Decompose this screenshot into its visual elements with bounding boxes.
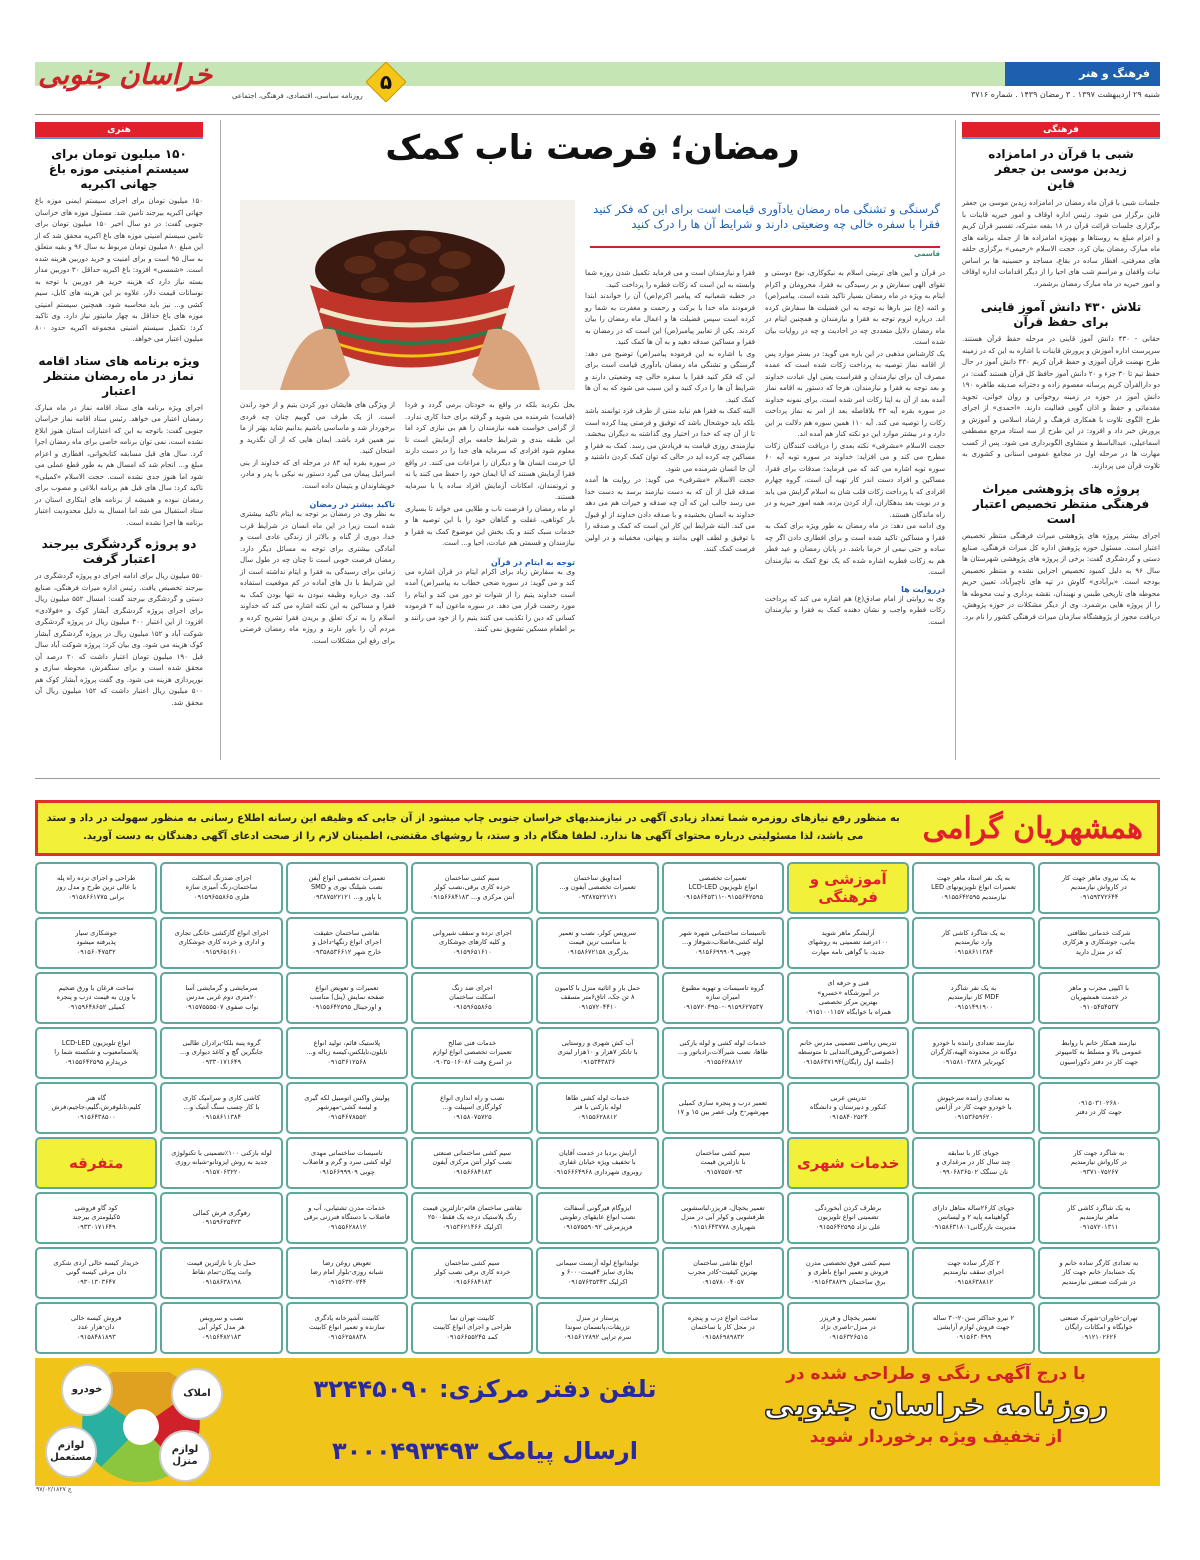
page-number: ۵ xyxy=(379,70,393,94)
classified-ad: پولیش واکس اتومبیل لکه گیری و لیسه کشی-مهرشهر ۰۹۱۵۴۶۷۸۵۵۲ xyxy=(286,1082,408,1134)
classified-ad: به یک نفر شاگرد MDF کار نیازمندیم ۰۹۱۵۱۴۹۱۹۰۰ xyxy=(912,972,1034,1024)
classified-ad: سیم کشی ساختمان خرده کاری برقی نصب کولر ۰۹۱۵۶۶۸۴۱۸۳ xyxy=(411,1247,533,1299)
classified-ad: با اکیپی مجرب و ماهر در خدمت همشهریان ۰۹۱۰۵۴۵۴۵۳۷ xyxy=(1038,972,1160,1024)
classified-ad: سیم کشی ساختمان با نازلترین قیمت ۰۹۱۵۷۵۵۷۰۹۳ xyxy=(662,1137,784,1189)
classified-ad: کابینت تهران نما طراحی و اجرای انواع کابینت کمد ۰۹۱۵۶۶۵۵۲۴۵ xyxy=(411,1302,533,1354)
classified-ad: ۲ کارگر ساده جهت اجرای سقف نیازمندیم ۰۹۱۵۸۶۳۸۸۱۲ xyxy=(912,1247,1034,1299)
classified-ad: جویای کار با سابقه چند سال کار در مرغداری و نان سنگک ۰۹۹۰۶۸۳۶۵۰۲ xyxy=(912,1137,1034,1189)
article-body: ۱۵۰ میلیون تومان برای اجرای سیستم ایمنی موزه باغ جهانی اکبریه بیرجند تامین شد. مسئول موزه های خراسان جنوبی گفت: در دو سال اخیر ۱۵۰ میلیون تومان برای تامین سیستم امنیتی موزه های باغ اکبریه محقق شد که از این مبلغ ۸۰ میلیون تومان مربوط به سال ۹۶ و بقیه متعلق به سال ۹۵ است و برای امنیت و خرید دوربین هزینه شده است. «شمسی» افزود: باغ اکبریه حداقل ۳۰ دوربین مدار بسته نیاز دارد که هزینه خرید هر دوربین با توجه به نوسانات قیمت دلار، علاوه بر این هزینه های کابل، سیم کشی و... نیز باید محاسبه شود. همچنین سیستم امنیتی موزه های باغ حداقل به چهار مانیتور نیاز دارد. وی تاکید کرد: تکمیل سیستم امنیتی مجموعه اکبریه حدود ۸۰۰ میلیون اعتبار می خواهد. xyxy=(35,197,204,343)
subhead-rule xyxy=(590,246,940,248)
column-label: هنری xyxy=(35,122,203,139)
classified-ad: به تعدادی کارگر ساده خانم و یک حسابدار خانم جهت کار در شرکت صنعتی نیازمندیم xyxy=(1038,1247,1160,1299)
classified-ad: اجرای ضدزنگ اسکلت ساختمان،رنگ آمیزی سازه فلزی ۰۹۱۵۹۶۵۵۸۶۵ xyxy=(160,862,282,914)
classified-ad: سیم کشی فوق تخصصی مدرن فروش و تعمیر انواع باطری و برق ساختمان ۰۹۱۵۶۳۸۸۲۹ xyxy=(787,1247,909,1299)
article-column xyxy=(405,400,575,636)
paragraph: در خطبه شعبانیه که پیامبر اکرم(ص) آن را خواندند ابتدا فرمودند ماه خدا با برکت و رحمت و مغفرت به شما رو کرده است سپس فضیلت ها و اعمال ماه رمضان را بیان کردند. یکی از تعابیر پیامبر(ص) این است که در رمضان به فقرا و مساکین صدقه دهید و به آن ها کمک کنید. xyxy=(585,292,755,346)
classified-ad: برطرف کردن آبخوردگی تضمینی انواع تلویزیون علی نژاد ۰۹۱۵۵۶۴۲۵۹۵ xyxy=(787,1192,909,1244)
classified-ad: حمل بار و اثاثیه منزل با کامیون ۸ تن جک، اتاق۶متر مسقف ۰۹۱۵۷۲۰۴۴۱۰ xyxy=(536,972,658,1024)
classified-ad: طراحی و اجرای نرده راه پله با عالی ترین طرح و مدل روز برانی ۰۹۱۵۸۶۶۱۷۷۵ xyxy=(35,862,157,914)
classified-ad: ساخت انواع درب و پنجره در محل کار یا ساختمان ۰۹۱۵۸۶۹۸۹۸۳۲ xyxy=(662,1302,784,1354)
ad-category: خودرو xyxy=(61,1364,113,1416)
classified-ad: تهران-خاوران-شهرک صنعتی خوابگاه و امکانات رایگان ۰۹۱۲۱۰۲۶۲۶ xyxy=(1038,1302,1160,1354)
article-body: جلسات شبی با قرآن ماه رمضان در امامزاده زیدبن موسی بن جعفر قاین برگزار می شود. رئیس اداره اوقاف و امور خیریه قاینات با برگزاری جلسات قرائت قرآن در ۱۸ بقعه متبرکه، تفسیر قرآن کریم و اعزام مبلغ به روستاها و بهویژه امامزاده ها از جمله برنامه های ماه مبارک رمضان بیان کرد. حجت الاسلام «رحیمی» برگزاری حلقه های معرفتی، افطار ساده در بقاع، مساجد و حسینیه ها بر اساس نیات واقفان و مراسم شب های احیا را از دیگر اقدامات اداره اوقاف و امور خیریه در ماه مبارک رمضان برشمرد. xyxy=(962,199,1160,288)
classified-ad: تاسیسات ساختمانی مهدی لوله کشی سرد و گرم و فاضلاب چوبی ۰۹۱۵۶۶۹۹۹۰۹ xyxy=(286,1137,408,1189)
article-title: ویژه برنامه های ستاد اقامه نماز در ماه رمضان منتظر اعتبار xyxy=(38,353,200,398)
classified-ad: ۰۹۱۵۰۳۱۰۲۶۸۰ جهت کار در دفتر xyxy=(1038,1082,1160,1134)
classified-ad: نیازمند تعدادی راننده با خودرو دوگانه در محدوده الهیه،کارگران کویرتایر ۰۹۱۵۸۱۰۳۸۲۸ xyxy=(912,1027,1034,1079)
classified-ad: جویای کار۲۶ساله متاهل دارای گواهینامه پایه ۲ و لیسانس مدیریت بازرگانی۰۹۱۵۸۶۳۱۸۰۱ xyxy=(912,1192,1034,1244)
classified-ad: نقاشی ساختمان قائم-نازلترین قیمت رنگ پلاستیک درجه یک فقط۲۵۰۰ اکرلیک ۰۹۱۵۳۶۲۱۴۶۶ xyxy=(411,1192,533,1244)
classified-ad: سیم کشی ساختمانی صنعتی نصب کولر آنتن مرکزی آیفون ۰۹۱۵۶۶۸۴۱۸۳ xyxy=(411,1137,533,1189)
classified-ad: اجرای ضد زنگ اسکلت ساختمان ۰۹۱۵۹۶۵۵۸۶۵ xyxy=(411,972,533,1024)
classifieds-grid xyxy=(35,862,1160,1354)
ad-newspaper-name: روزنامه خراسان جنوبی xyxy=(763,1388,1109,1423)
ad-line: با درج آگهی رنگی و طراحی شده در xyxy=(786,1364,1086,1384)
classified-ad: نقاشی ساختمان حقیقت اجرای انواع رنگها-داخل و خارج شهر ۰۹۳۵۸۵۳۶۶۱۲ xyxy=(286,917,408,969)
classified-ad: کابینت آشپزخانه یادگری سازنده و تعمیر انواع کابینت ۰۹۱۵۶۲۵۸۸۳۸ xyxy=(286,1302,408,1354)
classified-ad: تعمیرات تخصصی انواع آیفن نصب شیلنگ نوری و SMD با پاور و... ۰۹۳۸۷۵۲۲۱۲۱ xyxy=(286,862,408,914)
classified-ad: تعمیرات تخصصی انواع تلویزیون LCD-LED ۰۹۱۵۸۶۴۵۳۱۱-۰۹۱۵۵۶۴۲۵۹۵ xyxy=(662,862,784,914)
classified-category: آموزشی و فرهنگی xyxy=(787,862,909,914)
section-subtitle: درروایت ها xyxy=(901,584,945,594)
classified-ad: سرمایشی و گرمایشی آسا ۲۰متری دوم غربی مدرس نواب صفوی ۰۹۱۵۷۵۵۵۵۰۷ xyxy=(160,972,282,1024)
paragraph: البته کمک به فقرا هم نباید منتی از طرف فرد توانمند باشد بلکه باید خوشحال باشد که توفیق و فرصتی پیدا کرده است تا از آن چه که خدا در اختیار وی گذاشته به دیگران ببخشد. نیازمندی روزی قیامت به فریادش می رسد. کمک به فقرا و مساکین چه کرده اید در حالی که توان کمک کردن داشتید و آن جا انسان شرمنده می شود. xyxy=(585,407,755,473)
classified-ad: گروه تاسیسات و تهویه مطبوع امیران سازه ۰۹۱۵۷۲۰۴۹۵۰-۰۹۱۵۹۶۲۷۵۳۷ xyxy=(662,972,784,1024)
paragraph: وی به سفارش زیاد برای اکرام ایتام در قرآن اشاره می کند و می گوید: در سوره ضحی خطاب به پیامبر(ص) آمده است خداوند یتیم را از شوات تو دور می کند و ایتام را مورد رحمت قرار می دهد. در سوره ماعون آیه ۲ فرموده کسانی که دین را تکذیب می کنند یتیم را از خود می رانند و بر اطعام مسکین تشویق نمی کنند. xyxy=(405,567,575,633)
classified-ad: به یک نیروی ماهر جهت کار در کارواش نیازمندیم ۰۹۱۵۹۳۷۲۶۴۴ xyxy=(1038,862,1160,914)
classified-ad: تولیدانواع لوله آزبست سیمانی بخاری سایز ۴قیمت۶۰۰۰ و اکرلیک ۰۹۱۵۷۶۳۵۳۴۳ xyxy=(536,1247,658,1299)
section-label: فرهنگ و هنر xyxy=(1005,62,1160,86)
ad-phone: تلفن دفتر مرکزی: ۳۲۴۴۵۰۹۰ xyxy=(313,1375,657,1403)
classified-ad: تعمیر درب و پنجره سازی کمیلی مهرشهر-خ ولی عصر بین ۱۵ و ۱۷ xyxy=(662,1082,784,1134)
classified-category: متفرقه xyxy=(35,1137,157,1189)
classified-ad: امداویق ساختمان تعمیرات تخصصی آیفون و... ۰۹۳۸۷۵۲۲۱۲۱ xyxy=(536,862,658,914)
ad-promo xyxy=(726,1364,1146,1447)
classified-ad: خدمات فنی صالح تعمیرات تخصصی انواع لوازم در اسرع وقت ۰۹۰۳۵۰۱۶۰۸۶ xyxy=(411,1027,533,1079)
classified-ad: آرایشگر ماهر شوید ۱۰۰درصد تضمینی به روشهای جدید، با گواهی نامه مهارت xyxy=(787,917,909,969)
classified-ad: اجرای انواع گازکشی خانگی تجاری و اداری و خرده کاری جوشکاری ۰۹۱۵۹۶۵۱۶۱۰ xyxy=(160,917,282,969)
classified-ad: شرکت خدماتی نظافتی بنایی، جوشکاری و هرکاری که در منزل دارید xyxy=(1038,917,1160,969)
classified-ad: گاه هنر کلیم،تابلوفرش،گلیم،جاجیم،فرش ۰۹۱۵۶۴۳۸۵۰۰ xyxy=(35,1082,157,1134)
classified-ad: حمل بار با نازلترین قیمت وانت پیکان-تمام نقاط ۰۹۱۵۸۶۳۸۱۹۸ xyxy=(160,1247,282,1299)
paragraph: از ویژگی های هایشان دور کردن یتیم و از خود راندن است. از یک طرف می گوییم چنان چه فردی برخوردار شد و ماساسی باشیم بدانیم شاید بهتر از ما نیز همین فرد باشد. ایمان هایی که از آن نگذرید و امتحان کنید. xyxy=(240,401,395,455)
page-number-badge xyxy=(366,62,406,102)
paragraph: فقرا و نیازمندان است و می فرماید تکمیل شدن روزه شما وابسته به این است که زکات فطره را پرداخت کنید. xyxy=(585,269,755,289)
paragraph: وی ادامه می دهد: در ماه رمضان به طور ویژه برای کمک به فقرا و مساکین تاکید شده است و برای افطاری دادن اگر چه ساده و حتی نیمی از خرما باشد. در پایان رمضان و عید فطر هم به زکات فطریه اشاره شده که یک نوع کمک به نیازمندان است. xyxy=(765,522,945,576)
paragraph: وی با اشاره به این فرموده پیامبر(ص) توضیح می دهد: گرسنگی و تشنگی ماه رمضان یادآوری قیامت است برای این که فکر کنید فقرا با سفره خالی چه وضعیتی دارند و شرایط آن ها را درک کنید و این سبب می شود که به آن ها کمک کنید. xyxy=(585,349,755,404)
paragraph: وی به روایتی از امام صادق(ع) هم اشاره می کند که پرداخت زکات فطره واجب و نشان دهنده کمک به فقرا و نیازمندان است. xyxy=(765,594,945,626)
classified-ad: تعویض روغن رضا شبانه روزی-بلوار امام رضا ۰۹۱۵۶۳۲۰۲۴۴ xyxy=(286,1247,408,1299)
classified-ad: خدمات لوله کشی و لوله بازکنی طاها، نصب شیرآلات،رادیاتور و... ۰۹۱۵۵۶۲۸۸۱۲ xyxy=(662,1027,784,1079)
main-headline: رمضان؛ فرصت ناب کمک xyxy=(385,128,800,168)
classified-ad: انواع تلویزیون LCD-LED پلاسمامعیوب و شکسته شما را خریدارم ۰۹۱۵۵۶۴۲۵۹۵ xyxy=(35,1027,157,1079)
classified-ad: نصب و راه اندازی انواع کولرگازی اسپیلت و... ۰۹۱۵۸۰۷۵۷۲۵ xyxy=(411,1082,533,1134)
article-column xyxy=(240,400,395,647)
column-divider xyxy=(955,120,956,760)
classified-ad: پلاستیک قائم، تولید انواع نایلون،نایلکس،کیسه زباله و... ۰۹۱۵۳۶۱۲۵۶۸ xyxy=(286,1027,408,1079)
paragraph: در قرآن و آیین های تربیتی اسلام به نیکوکاری، نوع دوستی و تقوای الهی سفارش و بر رسیدگی به فقرا، محرومان و اکرام ایتام به ویژه در ماه رمضان بسیار تاکید شده است. پیامبر(ص) و ائمه (ع) نیز بارها به توجه به این فضیلت ها سفارش کرده اند. درباره لزوم توجه به فقرا و نیازمندان و همچنین ایتام در ماه رمضان دلایل متعددی چه در احادیث و چه در روایات بیان شده است. xyxy=(765,269,945,346)
header-rule xyxy=(35,114,1160,115)
classified-ad: ساخت فرغان با ورق ضخیم با وزن به قیمت درب و پنجره کمیلی ۰۹۱۵۹۶۴۸۶۵۲ xyxy=(35,972,157,1024)
classified-ad: تاسیسات ساختمانی شهره شهر لوله کشی،فاضلاب،شوفاژ و... چوبی ۰۹۱۵۶۶۹۹۹۰۹ xyxy=(662,917,784,969)
classified-ad: خدمات مدرن تشتیابی، آب و فاضلاب با دستگاه فنرزنی برقی ۰۹۱۵۵۶۲۸۸۱۲ xyxy=(286,1192,408,1244)
ad-line: از تخفیف ویژه برخوردار شوید xyxy=(809,1427,1063,1447)
ad-category: املاک xyxy=(171,1368,223,1420)
paragraph: بخل نکردید بلکه در واقع به خودتان برمی گردد و فردا (قیامت) شرمنده می شوید و گرفته برای خدا کاری ندارد. از گرامی خواست همه نیازمندان را هم بی نیازی کرد اما این طبقه بندی و شرایط جامعه برای آزمایش است تا معلوم شود افرادی که سرمایه های خدا را در دست دارند آیا حرمت انسان ها و دیگران را مراعات می کنند. در واقع فقرا آزمایش هستند که آیا ایمان خود را حفظ می کنند یا نه و ثروتمندان، امکانات آزمایش افراد ساده یا با سرمایه هستند. xyxy=(405,401,575,501)
article-title: ۱۵۰ میلیون تومان برای سیستم امنیتی موزه باغ جهانی اکبریه xyxy=(48,147,190,191)
column-divider xyxy=(220,120,221,760)
classified-ad: گروه پنبه بلکا-برادران طالبی جابگزین گچ و کاغذ دیواری و... ۰۹۳۳۰۱۷۱۶۴۹ xyxy=(160,1027,282,1079)
classified-ad: انواع نقاشی ساختمان بهترین کیفیت-کادر مجرب ۰۹۱۵۷۸۰۰۴۰۵۷ xyxy=(662,1247,784,1299)
classified-ad: به تعدادی راننده سرخپوش با خودرو جهت کار در آژانس ۰۹۱۵۳۶۵۹۶۲۰ xyxy=(912,1082,1034,1134)
classified-ad: رفوگری فرش کمالی ۰۹۱۵۹۶۲۵۴۲۳ xyxy=(160,1192,282,1244)
classified-ad: کود گاو فروشی ۵کیلومتری بیرجند ۰۹۳۳۰۱۷۱۶۴۹ xyxy=(35,1192,157,1244)
classified-ad: آب کش شهری و روستایی با تانکر ۷هزار و ۱۰هزار لیتری ۰۹۱۵۳۴۳۸۳۶ xyxy=(536,1027,658,1079)
paragraph: در سوره بقره آیه ۸۳ در مرحله ای که خداوند از بنی اسرائیل پیمان می گیرد دستور به نیکی با پدر و مادر، خویشاوندان و یتیمان داده است. xyxy=(240,458,396,490)
classified-ad: تعمیر یخچال، فریزر،لباسشویی ظرفشویی و کولر آبی در منزل شهریاری ۰۹۱۵۱۶۴۳۷۷۸ xyxy=(662,1192,784,1244)
classified-ad: به یک شاگرد کاشی کار وارد نیازمندیم ۰۹۱۵۸۶۱۱۳۸۴ xyxy=(912,917,1034,969)
column-label: فرهنگی xyxy=(962,122,1160,139)
bowl-of-dates-photo xyxy=(240,200,575,390)
section-divider xyxy=(35,778,1160,779)
classified-ad: به شاگرد جهت کار در کارواش نیازمندیم ۰۹۳۷۱۰۷۵۲۶۷ xyxy=(1038,1137,1160,1189)
paragraph: حجت الاسلام «مشرفی» می گوید: در روایت ها آمده صدقه قبل از آن که به دست نیازمند برسد به دست خدا می رسد جالب این که آن چه صدقه و خیرات هم می دهد خداوند به انسان بخشیده و با صدقه دادن خداوند از او قبول می کند. البته شرایط این کار این است که کمک و صدقه را با توفیق و لطف الهی بدانند و پنهانی، مخفیانه و در اولین فرصت کمک کنند. xyxy=(585,476,755,553)
classified-ad: فروش کیسه خالی دان-هزار عدد ۰۹۱۵۸۴۸۱۸۹۳ xyxy=(35,1302,157,1354)
classified-ad: پرستار در منزل تزریقات،پانسمان سوندا سرم تراپی ۰۹۱۵۶۱۲۸۹۲ xyxy=(536,1302,658,1354)
dateline: شنبه ۲۹ اردیبهشت ۱۳۹۷ . ۳ رمضان ۱۴۳۹ . شماره ۳۷۱۶ xyxy=(970,90,1160,99)
article-column xyxy=(585,268,755,556)
classified-ad: ایزوگام قیرگونی آسفالت نصب انواع عایقهای رطوبتی فریزمرغی ۰۹۱۵۷۵۵۹۰۹۲ xyxy=(536,1192,658,1244)
classified-ad: به یک نفر استاد ماهر جهت تعمیرات انواع تلویزیونهای LED نیازمندیم ۰۹۱۵۵۶۴۲۵۹۵ xyxy=(912,862,1034,914)
classified-ad: سیم کشی ساختمان خرده کاری برقی،نصب کولر آنتن مرکزی و... ۰۹۱۵۶۶۸۴۱۸۳ xyxy=(411,862,533,914)
section-subtitle: تاکید بیشتر در رمضان xyxy=(309,500,395,509)
article-title: شبی با قرآن در امامزاده زیدبن موسی بن جعفر قاین xyxy=(988,147,1134,191)
left-column xyxy=(35,122,203,709)
paragraph: یک کارشناس مذهبی در این باره می گوید: در بستر موارد پس از اقامه نماز توصیه به پرداخت زکات شده است که عمده مصرف آن برای نیازمندان و فقراست یعنی اول عبادت خداوند و بعد توجه به فقرا و نیازمندان. هرجا که دستور به اقامه نماز آمده بعد از آن به ایتا زکات امر شده است. برای نمونه خداوند در سوره بقره آیه ۴۳ بلافاصله بعد از امر به نماز پرداخت زکات را توصیه می کند. آیه ۱۱۰ همین سوره هم دلالت بر این دارد و در بیشتر موارد این دو نکته کنار هم آمده اند. xyxy=(765,349,946,438)
section-subtitle: توجه به ایتام در قرآن xyxy=(490,557,575,567)
right-column xyxy=(962,122,1160,623)
article-body: ۵۵۰ میلیون ریال برای ادامه اجرای دو پروژه گردشگری در بیرجند تخصیص یافت. رئیس اداره میراث فرهنگی، صنایع دستی و گردشگری بیرجند گفت: امسال ۵۵۲ میلیون ریال برای اجرای پروژه گردشگری آبشار کوک و «فولادی» افزود: از این اعتبار ۴۰۰ میلیون ریال در پروژه گردشگری شوکت آباد و ۱۵۲ میلیون ریال در پروژه گردشگری آبشار کوک هزینه می شود. وی بیان کرد: پروژه شوکت آباد سال قبل ۱۹۰ میلیون تومان اعتبار داشت که ۲۰ درصد آن محقق شده است و برای سنگفرش، محوطه سازی و نورپردازی هزینه می شود. وی گفت پروژه آبشار کوک هم ۵۰۰ میلیون ریال اعتبار داشت که ۱۵۲ میلیون ریال آن محقق شد. xyxy=(35,572,203,707)
newspaper-logo: خراسان جنوبی xyxy=(38,58,213,91)
article-body: حقانی - ۴۳۰ دانش آموز قاینی در مرحله حفظ قرآن هستند. سرپرست اداره آموزش و پرورش قاینات با اشاره به این که در زمینه طرح نهضت قرآن آموزی و حفظ قرآن کریم ۴۳۰ دانش آموز در حال حفظ تیم تا ۳۰ جزء و ۲۰ دانش آموز حافظ کل قرآن هستند گفت: در دو دارالقرآن کریم پرسانه معصوم زاده و دخترانه صدیقه طاهره ۱۹۰ دانش آموز در حوزه در زمینه روخوانی و روان خوانی، تجوید مقدماتی و حفظ و اذان گویی فعالیت دارند. «احمدی» از اجرای طرح الگوی تلاوت با همکاری فرهنگ و ارشاد اسلامی و آموزش و پرورش خبر داد و افزود: در این طرح از سه استاد مرجع مصطفی اسماعیلی، عبدالباسط و منشاوی الگوبرداری می شود. پس از کسب مهارت ها در مرحله اول در مجامع عمومی استانی و کشوری به تلاوت قرآن می پردازند. xyxy=(962,335,1160,470)
classified-ad: خدمات لوله کشی طاها لوله بازکنی با فنر ۰۹۱۵۵۶۲۸۸۱۲ xyxy=(536,1082,658,1134)
subheadline: گرسنگی و تشنگی ماه رمضان یادآوری قیامت است برای این که فکر کنید فقرا با سفره خالی چه وضعیتی دارند و شرایط آن ها را درک کنید xyxy=(593,202,940,231)
classified-ad: تعمیر یخچال و فریزر در منزل-ناصری نژاد ۰۹۱۵۶۳۲۶۵۱۵ xyxy=(787,1302,909,1354)
paragraph: به نظر وی در رمضان بر توجه به ایتام تاکید بیشتری شده است زیرا در این ماه انسان در شرایط قرب خدا، دوری از گناه و بالاتر از زندگی عادی است و آمادگی بیشتری برای توجه به مسائل دیگر دارد. رمضان فرصت خوبی است تا چنان چه در طول سال زمانی برای رسیدگی به فقرا و ایتام نداشته است از این شرایط با دل های آماده در کم موقعیت استفاده کند. وی درباره وظیفه نبودن به تنها بودن کمک به فقرا و مساکین به این نکته اشاره می کند که خداوند اسلام را به ترک تعلق و بریدن فقرا تشریح کرده و مردم آن را باور دارند و روزه ماه رمضان فرصتی برای رفع این مشکلات است. xyxy=(240,510,395,645)
classifieds-notice xyxy=(35,800,1160,856)
classified-ad: کاشی کاری و سرامیک کاری با کار چسب سنگ آنتیک و... ۰۹۱۵۸۶۱۱۳۸۴ xyxy=(160,1082,282,1134)
classified-ad: آرایش بردیا در خدمت آقایان با تخفیف ویژه خیابان غفاری روبروی شهرداری ۰۹۱۵۶۶۶۴۹۶۸ xyxy=(536,1137,658,1189)
classified-ad: ۲ نیرو حداکثر سن۲۰-۳۰ ساله جهت فروش لوازم آرایشی ۰۹۱۵۶۳۰۴۹۹ xyxy=(912,1302,1034,1354)
classified-ad: نصب و سرویس هر مدل کولر آبی ۰۹۱۵۶۴۸۲۱۸۳ xyxy=(160,1302,282,1354)
paragraph: او ماه رمضان را فرصت ناب و طلایی می خواند تا بسیاری بار کوتاهی، غفلت و گناهان خود را با این توصیه ها و خدمات سبک کنند و یک بخش این موضوع کمک به فقرا و نیازمندان و قسمتی هم عبادت، احیا و... است. xyxy=(405,504,575,547)
notice-text: به منظور رفع نیازهای روزمره شما تعداد زیادی آگهی در نیازمندیهای خراسان جنوبی چاپ میشود از آن جایی که وظیفه این رسانه اطلاع رسانی به منظور سهولت در داد و ستد می باشد، لذا مسئولیتی درباره محتوای آگهی ها ندارد. لطفا هنگام داد و ستد، با روشهای مقتضی، اطمینان لازم را از صحت ادعای آگهی دهندگان به دست آورید. xyxy=(46,813,900,842)
article-column xyxy=(765,268,945,628)
classified-ad: خریدار کیسه خالی آردی شکری دان مرغی کیسه گونی ۰۹۳۰۱۳۰۳۶۴۷ xyxy=(35,1247,157,1299)
ad-code: ۹۷/۰۲/۱۸۲۷ ج xyxy=(36,1486,72,1493)
ad-category-wheel xyxy=(41,1362,241,1482)
notice-title: همشهریان گرامی xyxy=(922,810,1143,846)
classified-ad: به یک شاگرد کاشی کار ماهر نیازمندیم ۰۹۱۵۷۲۰۱۳۱۱ xyxy=(1038,1192,1160,1244)
classified-ad: جوشکاری سیار پذیرفته میشود ۰۹۱۵۶۰۴۷۵۳۲ xyxy=(35,917,157,969)
ad-category: لوازم مستعمل xyxy=(45,1426,97,1478)
article-title: پروژه های پژوهشی میراث فرهنگی منتظر تخصیص اعتبار است xyxy=(972,482,1150,526)
article-title: تلاش ۴۳۰ دانش آموز قاینی برای حفظ قرآن xyxy=(980,300,1142,329)
classified-ad: تدریس عربی کنکور و دبیرستان و دانشگاه ۰۹۱۵۸۴۰۲۵۲۴ xyxy=(787,1082,909,1134)
advertisement-banner xyxy=(35,1358,1160,1486)
byline: قاسمی xyxy=(914,250,940,258)
classified-ad: لوله بازکنی ۱۰۰٪تضمینی با تکنولوژی جدید به روش ایزوتانو-شبانه روزی ۰۹۱۵۷۰۶۳۲۲۰ xyxy=(160,1137,282,1189)
classified-ad: تعمیرات و تعویض انواع صفحه نمایش (پنل) مناسب و اورجینال ۰۹۱۵۵۶۴۲۵۹۵ xyxy=(286,972,408,1024)
classified-ad: نیازمند همکار خانم با روابط عمومی بالا و مسلط به کامپیوتر جهت کار در دفتر دکوراسیون xyxy=(1038,1027,1160,1079)
ad-category: لوازم منزل xyxy=(159,1430,211,1482)
article-body: اجرای ویژه برنامه های ستاد اقامه نماز در ماه مبارک رمضان اعتبار می خواهد. رئیس ستاد اقامه نماز خراسان جنوبی گفت: باتوجه به این که اعتبارات استان هنوز ابلاغ نشده است، نمی توان برنامه خاصی برای ماه رمضان اجرا کرد. سال های قبل مسابقه کتابخوانی، افطاری و اعزام مبلغ و... انجام شد که امسال هم به طور قطع عملی می شود اما هنوز جدی نشده است. حجت الاسلام «کمیلی» تاکید کرد: سال های قبل هم برنامه ابلاغی و مصوب برای رمضان نبوده و همیشه از برنامه های ابتکاری استان در ستاد استفبال می شد اما امسال به دلیل محدودیت اعتبار برنامه ها اجرا نشده است. xyxy=(35,403,203,527)
classified-category: خدمات شهری xyxy=(787,1137,909,1189)
classified-ad: فنی و حرفه ای در آموزشگاه «خسرو» بهترین مرکز تخصصی همراه با خوابگاه ۰۹۱۵۱۰۰۱۱۵۷ xyxy=(787,972,909,1024)
article-title: دو پروژه گردشگری بیرجند اعتبار گرفت xyxy=(41,537,197,566)
ad-sms: ارسال پیامک ۳۰۰۰۴۹۳۴۹۳ xyxy=(332,1437,638,1465)
tagline: روزنامه سیاسی، اقتصادی، فرهنگی، اجتماعی xyxy=(232,92,363,100)
classified-ad: تدریس ریاضی تضمینی مدرس خانم (خصوصی-گروهی)ابتدایی تا متوسطه (جلسه اول رایگان)۰۹۱۵۸۶۳۷۱۹۴ xyxy=(787,1027,909,1079)
paragraph: حجت الاسلام «مشرفی» نکته بعدی را دریافت کنندگان زکات مطرح می کند و می افزاید: خداوند در سوره توبه آیه ۶۰ سوره توبه اشاره می کند که می فرماید: صدقات برای فقرا، مساکین و افراد دست اندر کار تهیه آن است، گروه چهارم افرادی که با پرداخت زکات قلب شان به اسلام گرایش می یابد و در نوبت بعد بدهکاران، آزاد کردن برده، همه امور خیریه و در راه ماندگان هستند. xyxy=(765,441,945,519)
article-body: اجرای بیشتر پروژه های پژوهشی میراث فرهنگی منتظر تخصیص اعتبار است. مسئول حوزه پژوهش اداره کل میراث فرهنگی، صنایع دستی و گردشگری گفت: برخی از پروژه های پژوهشی شهرستان ها سال ۹۶ به دلیل کمبود تخصیص اجرایی نشده و منتظر تخصیص بودجه است. «برآبادی» گاوش در تپه های ناچیرآباد، تعیین حریم محوطه های تاریخی طبس و نهبندان، نقشه برداری و ثبت محوطه ها را از پروژه هایی برشمرد. وی از دیگر مشکلات در حوزه پژوهش، دریافت مجوز از پژوهشگاه سازمان میراث فرهنگی کشور را نام برد. xyxy=(962,532,1161,621)
classified-ad: سرویس کولر، نصب و تعمیر با مناسب ترین قیمت بذرگری ۰۹۱۵۸۶۷۲۱۵۸ xyxy=(536,917,658,969)
classified-ad: اجرای نرده و سقف شیروانی و کلیه کارهای جوشکاری ۰۹۱۵۹۶۵۱۶۱۰ xyxy=(411,917,533,969)
